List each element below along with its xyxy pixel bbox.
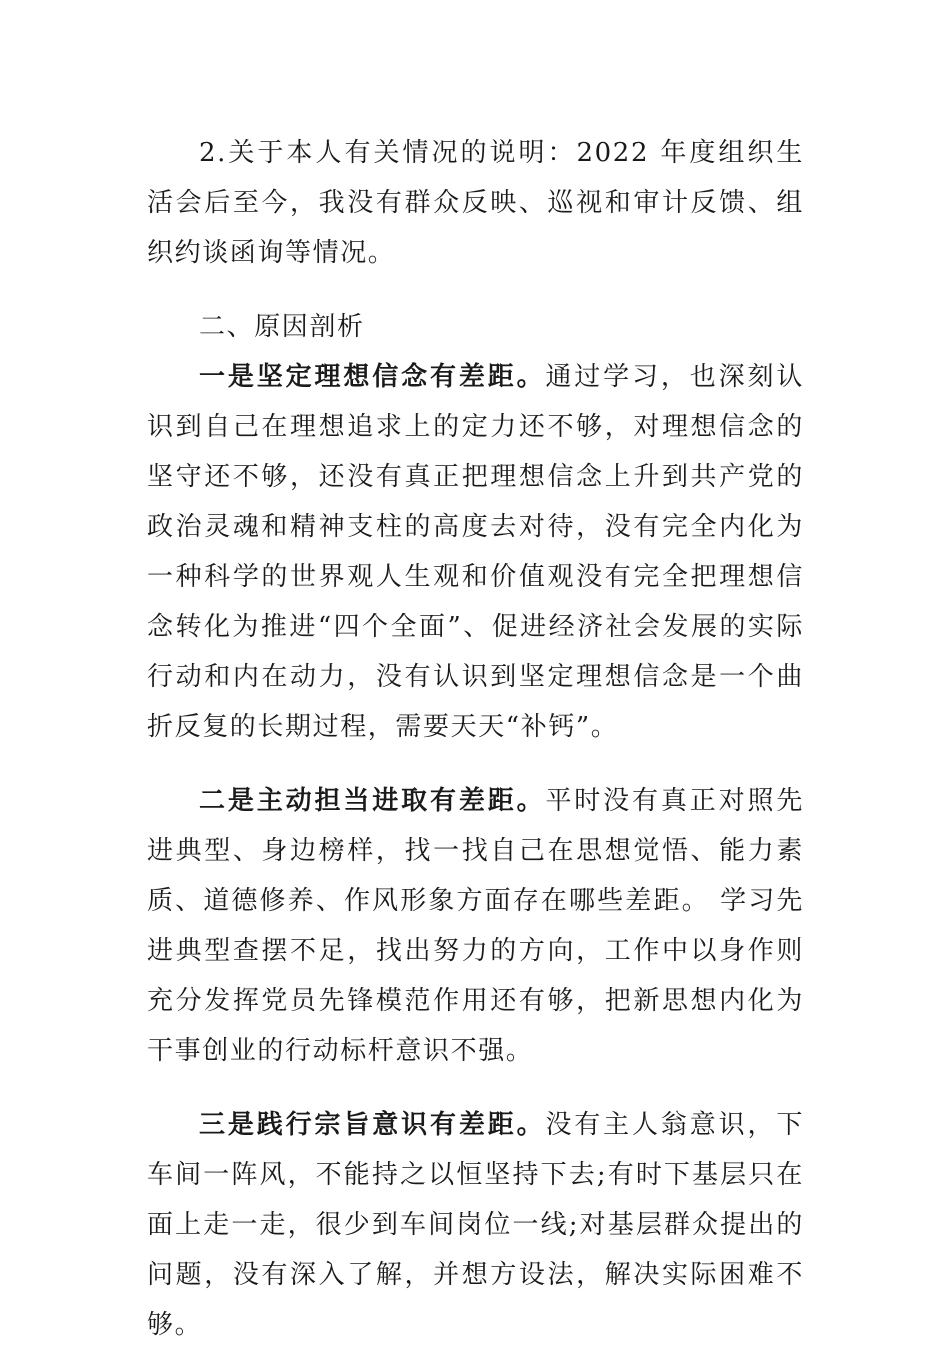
item-lead-text: 一是坚定理想信念有差距。 — [199, 362, 546, 392]
paragraph-personal-situation: 2.关于本人有关情况的说明：2022 年度组织生活会后至今，我没有群众反映、巡视和审计反馈、组织约谈函询等情况。 — [147, 138, 804, 268]
item-initiative — [147, 776, 804, 1076]
item-ideals-beliefs — [147, 352, 804, 752]
item-body-text: 平时没有真正对照先进典型、身边榜样，找一找自己在思想觉悟、能力素质、道德修养、作风形象方面存在哪些差距。 学习先进典型查摆不足，找出努力的方向，工作中以身作则充分发挥党员先锋模范作用还有够，把新思想内化为干事创业的行动标杆意识不强。 — [147, 786, 804, 1066]
section-heading-cause-analysis: 二、原因剖析 — [199, 312, 365, 342]
item-body-text: 没有主人翁意识，下车间一阵风，不能持之以恒坚持下去;有时下基层只在面上走一走，很少到车间岗位一线;对基层群众提出的问题，没有深入了解，并想方设法，解决实际困难不够。 — [147, 1110, 804, 1340]
document-page — [147, 128, 804, 1350]
item-body-text: 通过学习，也深刻认识到自己在理想追求上的定力还不够，对理想信念的坚守还不够，还没有真正把理想信念上升到共产党的政治灵魂和精神支柱的高度去对待，没有完全内化为一种科学的世界观人生观和价值观没有完全把理想信念转化为推进“四个全面”、促进经济社会发展的实际行动和内在动力，没有认识到坚定理想信念是一个曲折反复的长期过程，需要天天“补钙”。 — [147, 362, 804, 742]
item-lead-text: 二是主动担当进取有差距。 — [199, 786, 546, 816]
item-lead-text: 三是践行宗旨意识有差距。 — [199, 1110, 546, 1140]
item-purpose-awareness — [147, 1100, 804, 1350]
